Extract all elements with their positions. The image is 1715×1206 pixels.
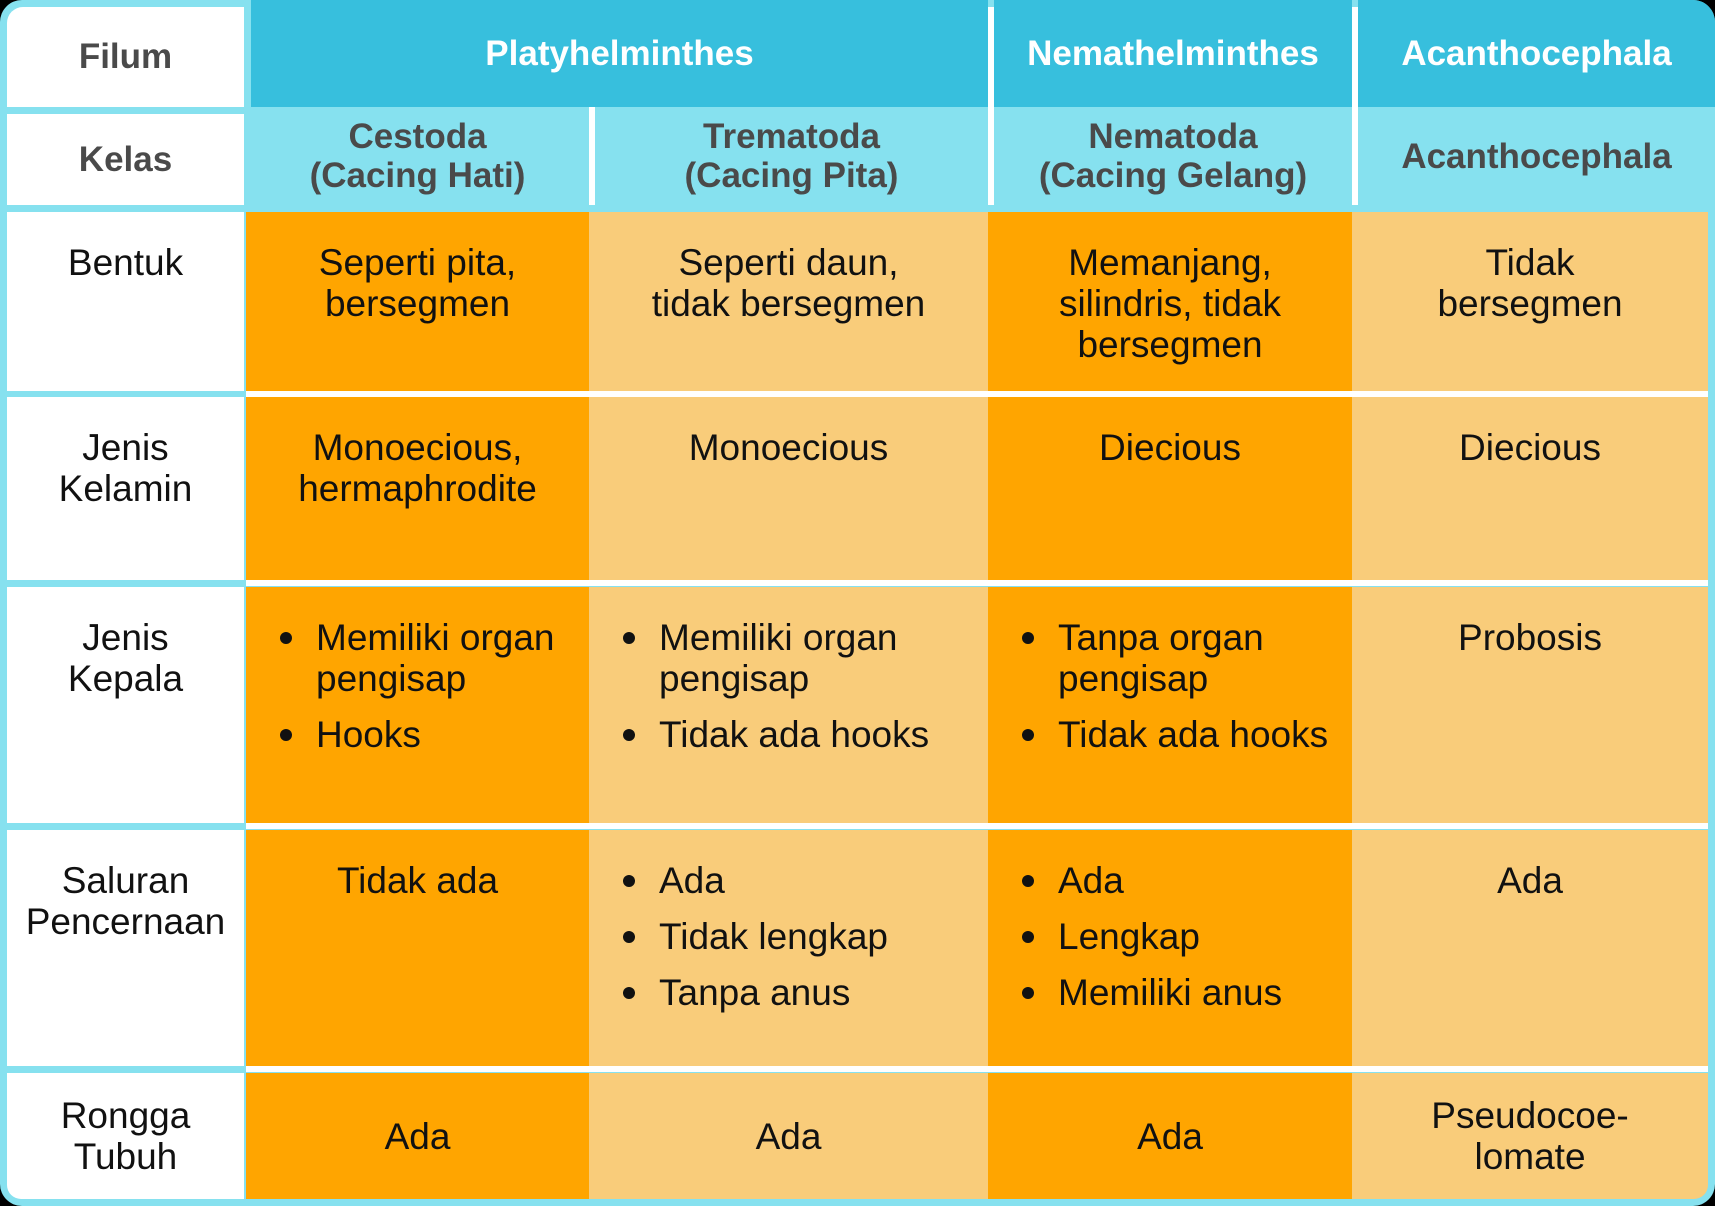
- cell-text: Ada: [384, 1115, 451, 1157]
- row-label: [7, 830, 244, 1066]
- table-cell: [589, 587, 988, 823]
- row-label: [7, 212, 244, 391]
- class-common-name: (Cacing Pita): [684, 156, 899, 195]
- table-cell: [246, 587, 589, 823]
- class-cestoda: [246, 107, 589, 205]
- cell-text: Seperti daun,: [678, 242, 899, 283]
- list-item: Tanpa organ pengisap: [1006, 617, 1342, 699]
- row-label-text: Saluran: [61, 860, 190, 901]
- header-divider: [988, 7, 994, 205]
- phylum-platyhelminthes: [251, 0, 988, 107]
- row-divider: [246, 580, 1708, 586]
- cell-text: Pseudocoe-: [1431, 1095, 1629, 1136]
- table-cell: [988, 587, 1352, 823]
- class-name: Trematoda: [703, 117, 880, 156]
- class-common-name: (Cacing Gelang): [1038, 156, 1308, 195]
- filum-label-text: Filum: [78, 37, 173, 76]
- row-label-text: Tubuh: [73, 1136, 178, 1177]
- row-label: [7, 587, 244, 823]
- phylum-nemathelminthes: [994, 0, 1352, 107]
- cell-text: Monoecious,: [312, 427, 523, 468]
- list-item: Tidak lengkap: [607, 916, 978, 957]
- cell-text: silindris, tidak: [1058, 283, 1282, 324]
- cell-text: Monoecious: [688, 427, 889, 468]
- row-divider: [246, 823, 1708, 829]
- table-cell: [589, 397, 988, 580]
- table-cell: [1352, 1073, 1708, 1199]
- table-cell: [988, 212, 1352, 391]
- class-nematoda: [994, 107, 1352, 205]
- cell-text: bersegmen: [324, 283, 511, 324]
- list-item: Tidak ada hooks: [1006, 714, 1342, 755]
- cell-text: Tidak ada: [336, 860, 499, 901]
- list-item: Memiliki anus: [1006, 972, 1342, 1013]
- cell-text: Tidak: [1485, 242, 1575, 283]
- phylum-name: Platyhelminthes: [485, 33, 754, 73]
- list-item: Memiliki organ pengisap: [607, 617, 978, 699]
- phylum-name: Nemathelminthes: [1027, 33, 1319, 73]
- table-cell: [589, 1073, 988, 1199]
- list-item: Ada: [607, 860, 978, 901]
- row-label-text: Kepala: [67, 658, 184, 699]
- list-item: Tidak ada hooks: [607, 714, 978, 755]
- cell-text: bersegmen: [1077, 324, 1263, 365]
- cell-text: Probosis: [1458, 617, 1602, 658]
- bullet-list: [264, 617, 579, 770]
- header-divider: [589, 107, 595, 205]
- kelas-label-text: Kelas: [78, 139, 173, 179]
- class-acanthocephala: [1358, 107, 1715, 205]
- table-cell: [246, 830, 589, 1066]
- row-label-text: Jenis: [82, 427, 169, 468]
- table-cell: [589, 212, 988, 391]
- list-item: Ada: [1006, 860, 1342, 901]
- class-trematoda: [595, 107, 988, 205]
- kelas-label: [7, 114, 244, 205]
- cell-text: Seperti pita,: [318, 242, 517, 283]
- class-common-name: (Cacing Hati): [309, 156, 526, 195]
- row-label: [7, 1073, 244, 1199]
- table-cell: [988, 1073, 1352, 1199]
- cell-text: bersegmen: [1437, 283, 1623, 324]
- row-label: [7, 397, 244, 580]
- row-label-text: Pencernaan: [25, 901, 226, 942]
- table-cell: [246, 397, 589, 580]
- cell-text: Memanjang,: [1068, 242, 1272, 283]
- filum-label: [7, 7, 244, 107]
- table-cell: [1352, 212, 1708, 391]
- cell-text: Diecious: [1459, 427, 1601, 468]
- table-cell: [988, 830, 1352, 1066]
- cell-text: hermaphrodite: [298, 468, 537, 509]
- row-divider: [246, 1066, 1708, 1072]
- table-cell: [1352, 830, 1708, 1066]
- cell-text: lomate: [1474, 1136, 1586, 1177]
- table-cell: [589, 830, 988, 1066]
- list-item: Hooks: [264, 714, 579, 755]
- table-cell: [988, 397, 1352, 580]
- row-label-text: Kelamin: [58, 468, 193, 509]
- cell-text: Ada: [1137, 1115, 1203, 1157]
- table-cell: [246, 1073, 589, 1199]
- cell-text: Ada: [755, 1115, 822, 1157]
- list-item: Memiliki organ pengisap: [264, 617, 579, 699]
- cell-text: Diecious: [1099, 427, 1241, 468]
- cell-text: tidak bersegmen: [651, 283, 926, 324]
- cell-text: Ada: [1497, 860, 1563, 901]
- row-label-text: Bentuk: [67, 242, 184, 283]
- bullet-list: [607, 617, 978, 770]
- list-item: Tanpa anus: [607, 972, 978, 1013]
- header-divider: [1352, 7, 1358, 205]
- row-label-text: Rongga: [60, 1095, 191, 1136]
- row-label-text: Jenis: [82, 617, 169, 658]
- list-item: Lengkap: [1006, 916, 1342, 957]
- bullet-list: [1006, 617, 1342, 770]
- phylum-name: Acanthocephala: [1401, 33, 1672, 73]
- bullet-list: [1006, 860, 1342, 1028]
- class-name: Acanthocephala: [1401, 136, 1672, 176]
- table-cell: [1352, 587, 1708, 823]
- class-name: Cestoda: [348, 117, 487, 156]
- table-cell: [246, 212, 589, 391]
- class-name: Nematoda: [1088, 117, 1258, 156]
- table-cell: [1352, 397, 1708, 580]
- bullet-list: [607, 860, 978, 1028]
- phylum-acanthocephala: [1358, 0, 1715, 107]
